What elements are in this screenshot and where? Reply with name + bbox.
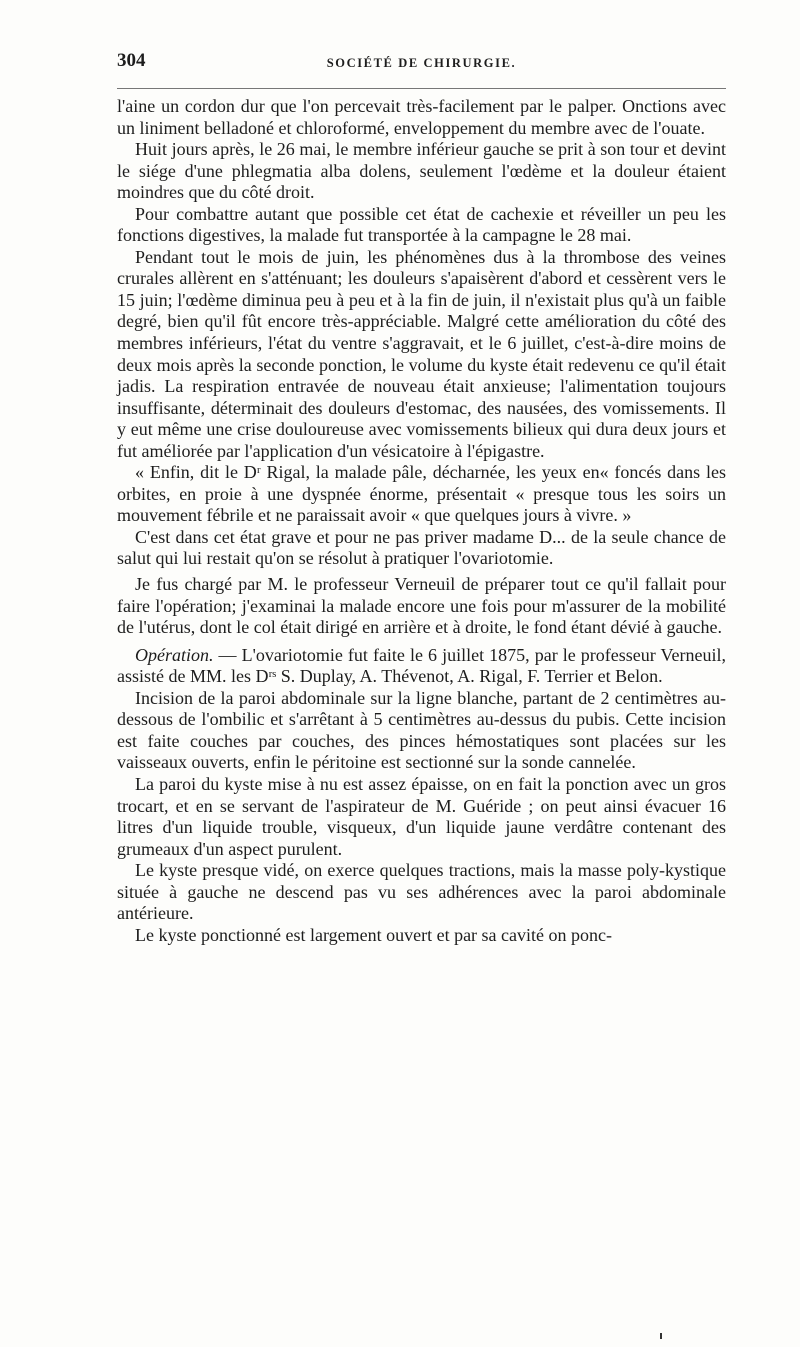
paragraph: l'aine un cordon dur que l'on percevait très-facilement par le palper. Onctions avec un liniment belladoné et chloroformé, enveloppement du membre avec de l'ouate. [117, 96, 726, 138]
paragraph: La paroi du kyste mise à nu est assez épaisse, on en fait la ponction avec un gros trocart, et en se servant de l'aspirateur de M. Guéride ; on peut ainsi évacuer 16 litres d'un liquide trouble, visqueux, d'un liquide jaune verdâtre contenant des grumeaux d'un aspect purulent. [117, 773, 726, 859]
running-head [117, 50, 726, 76]
page-number: 304 [117, 50, 146, 71]
paragraph: Le kyste ponctionné est largement ouvert et par sa cavité on ponc- [135, 924, 612, 945]
paragraph: Incision de la paroi abdominale sur la ligne blanche, partant de 2 centimètres au-dessous de l'ombilic et s'arrêtant à 5 centimètres au-dessus du pubis. Cette incision est faite couches par couches, des pinces hémostatiques sont placées sur les vaisseaux ouverts, enfin le péritoine est sectionné sur la sonde cannelée. [117, 687, 726, 773]
body-text [117, 96, 726, 946]
paragraph: Pour combattre autant que possible cet état de cachexie et réveiller un peu les fonctions digestives, la malade fut transportée à la campagne le 28 mai. [117, 203, 726, 246]
header-rule [117, 88, 726, 89]
paragraph: Huit jours après, le 26 mai, le membre inférieur gauche se prit à son tour et devint le siége d'une phlegmatia alba dolens, seulement l'œdème et la douleur étaient moindres que du côté droit. [117, 139, 726, 203]
paragraph: Je fus chargé par M. le professeur Verneuil de préparer tout ce qu'il fallait pour faire l'opération; j'examinai la malade encore une fois pour m'assurer de la mobilité de l'utérus, dont le col était dirigé en arrière et à droite, le fond étant dévié à gauche. [117, 574, 726, 638]
operation-text: — L'ovariotomie fut faite le 6 juillet 1875, par le professeur Verneuil, assisté de MM. les Dʳˢ S. Duplay, A. Thévenot, A. Rigal, F. Terrier et Belon. [117, 644, 726, 687]
operation-paragraph [117, 645, 726, 688]
paragraph: Pendant tout le mois de juin, les phénomènes dus à la thrombose des veines crurales allèrent en s'atténuant; les douleurs s'apaisèrent d'abord et cessèrent vers le 15 juin; l'œdème diminua peu à peu et à la fin de juin, il n'existait plus qu'à un faible degré, bien qu'il fût encore très-appréciable. Malgré cette amélioration du côté des membres inférieurs, l'état du ventre s'aggravait, et le 6 juillet, c'est-à-dire moins de deux mois après la seconde ponction, le volume du kyste était redevenu ce qu'il était jadis. La respiration entravée de nouveau était anxieuse; l'alimentation toujours insuffisante, déterminait des douleurs d'estomac, des nausées, des vomissements. Il y eut même une crise douloureuse avec vomissements bilieux qui dura deux jours et fut améliorée par l'application d'un vésicatoire à l'épigastre. [117, 246, 726, 461]
paragraph: Le kyste presque vidé, on exerce quelques tractions, mais la masse poly-kystique située à gauche ne descend pas vu ses adhérences avec la paroi abdominale antérieure. [117, 860, 726, 924]
quotation-paragraph: « Enfin, dit le Dʳ Rigal, la malade pâle, décharnée, les yeux en« foncés dans les orbites, en proie à une dyspnée énorme, présentait « presque tous les soirs un mouvement fébrile et ne paraissait avoir « que quelques jours à vivre. » [117, 462, 726, 526]
operation-lead: Opération. [135, 644, 214, 665]
paragraph: C'est dans cet état grave et pour ne pas priver madame D... de la seule chance de salut qui lui restait qu'on se résolut à pratiquer l'ovariotomie. [117, 526, 726, 569]
journal-title: SOCIÉTÉ DE CHIRURGIE. [326, 56, 517, 70]
print-speck [660, 1333, 662, 1339]
